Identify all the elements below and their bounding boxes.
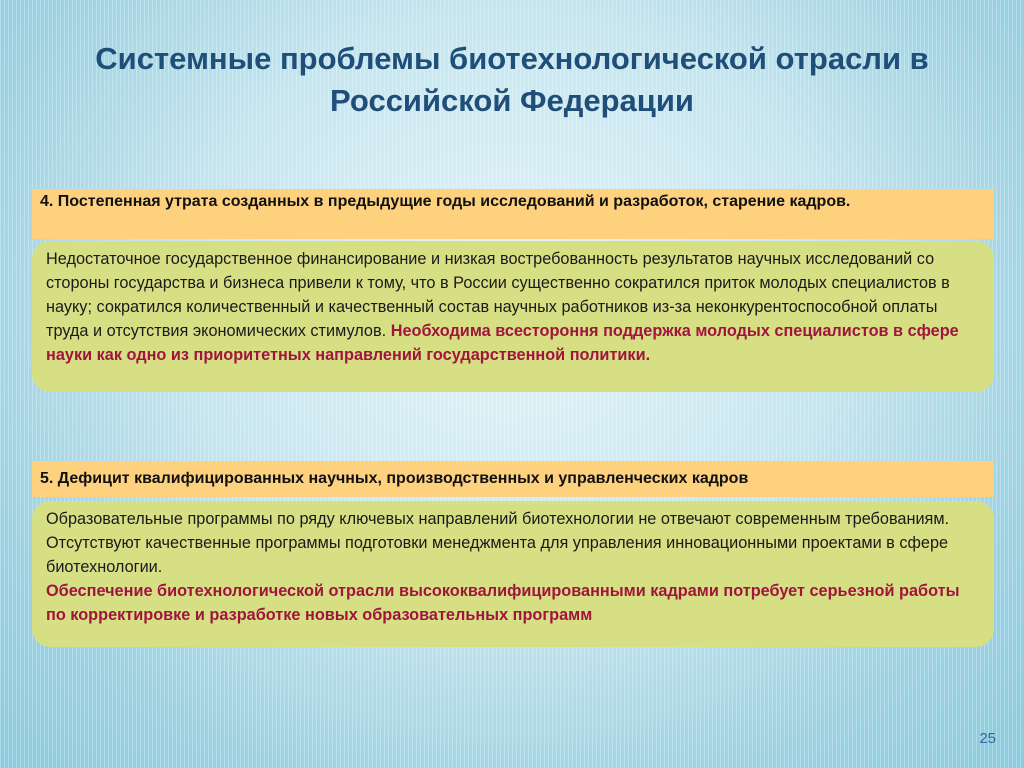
section-5-body — [32, 501, 994, 647]
section-5-highlight: Обеспечение биотехнологической отрасли высококвалифицированными кадрами потребует серьезной работы по корректировке и разработке новых образовательных программ — [46, 582, 960, 624]
section-4-header: 4. Постепенная утрата созданных в предыдущие годы исследований и разработок, старение кадров. — [32, 189, 994, 239]
section-5-paragraph-2: Отсутствуют качественные программы подготовки менеджмента для управления инновационными проектами в сфере биотехнологии. — [46, 534, 949, 576]
section-5-header: 5. Дефицит квалифицированных научных, производственных и управленческих кадров — [32, 461, 994, 497]
section-4-text: Недостаточное государственное финансирование и низкая востребованность результатов научных исследований со стороны государства и бизнеса привели к тому, что в России существенно сократился приток молодых специалистов в науку; сократился количественный и качественный состав научных работников из-за неконкурентоспособной оплаты труда и отсутствия экономических стимулов. — [46, 250, 950, 340]
slide-title: Системные проблемы биотехнологической отрасли в Российской Федерации — [95, 41, 929, 118]
section-5-paragraph-1: Образовательные программы по ряду ключевых направлений биотехнологии не отвечают современным требованиям. — [46, 510, 950, 528]
page-number: 25 — [979, 730, 996, 747]
section-4-body — [32, 241, 994, 392]
section-4-highlight: Необходима всестороння поддержка молодых специалистов в сфере науки как одно из приоритетных направлений государственной политики. — [46, 322, 959, 364]
